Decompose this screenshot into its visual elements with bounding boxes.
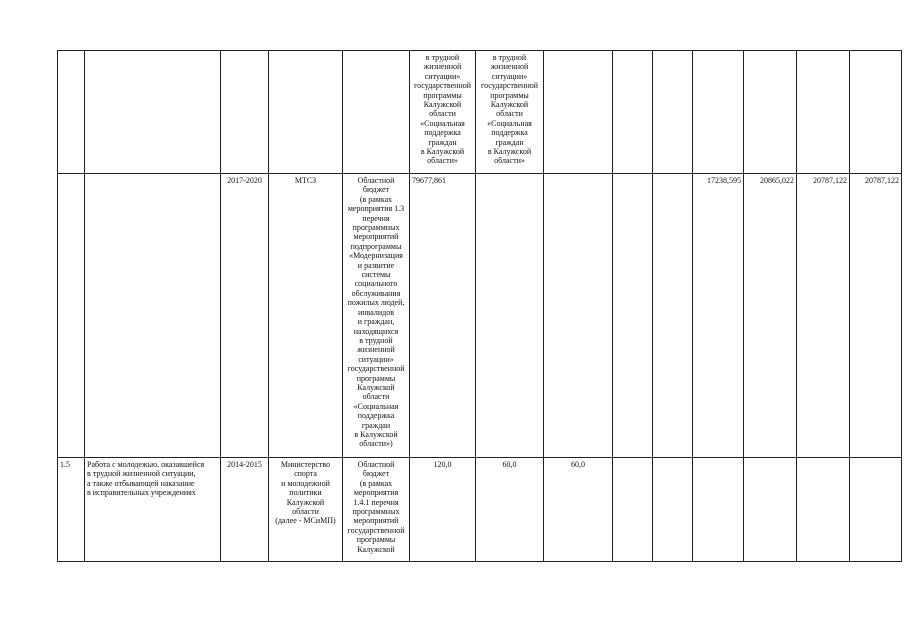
executor-cell: МТСЗ: [269, 174, 343, 458]
year-value-cell: [476, 174, 544, 458]
funding-source-cell: [343, 51, 410, 174]
year-value-cell: 17238,595: [693, 174, 744, 458]
year-value-cell: 20865,022: [744, 174, 797, 458]
year-value-cell: [744, 51, 797, 174]
funding-source-cell: Областной бюджет (в рамках мероприятия 1.4.1 перечня программных мероприятий государственной программы Калужской: [343, 458, 410, 562]
year-value-cell: 60,0: [476, 458, 544, 562]
total-cell: в трудной жизненной ситуации» государственной программы Калужской области «Социальная поддержка граждан в Калужской области»: [410, 51, 476, 174]
total-cell: 79677,861: [410, 174, 476, 458]
year-value-cell: [613, 51, 653, 174]
executor-cell: [269, 51, 343, 174]
row-number-cell: 1.5: [58, 458, 85, 562]
year-value-cell: [744, 458, 797, 562]
measure-title-cell: [85, 51, 221, 174]
year-value-cell: [653, 458, 693, 562]
table-row: [58, 51, 902, 174]
year-value-cell: [544, 174, 613, 458]
year-value-cell: [797, 458, 850, 562]
year-value-cell: [797, 51, 850, 174]
year-value-cell: [850, 51, 902, 174]
year-value-cell: [693, 458, 744, 562]
period-cell: 2014-2015: [221, 458, 269, 562]
table-row: [58, 174, 902, 458]
year-value-cell: 20787,122: [797, 174, 850, 458]
period-cell: [221, 51, 269, 174]
year-value-cell: [653, 174, 693, 458]
year-value-cell: [613, 458, 653, 562]
funding-source-cell: Областной бюджет (в рамках мероприятия 1.3 перечня программных мероприятий подпрограммы «Модернизация и развитие системы социального обслуживания пожилых людей, инвалидов и граждан, находящихся в трудной жизненной ситуации» государственной программы Калужской области «Социальная поддержка граждан в Калужской области»): [343, 174, 410, 458]
year-value-cell: [693, 51, 744, 174]
measure-title-cell: [85, 174, 221, 458]
budget-table: [57, 50, 902, 562]
total-cell: 120,0: [410, 458, 476, 562]
table-row: [58, 458, 902, 562]
row-number-cell: [58, 174, 85, 458]
period-cell: 2017-2020: [221, 174, 269, 458]
year-value-cell: 60,0: [544, 458, 613, 562]
year-value-cell: в трудной жизненной ситуации» государственной программы Калужской области «Социальная поддержка граждан в Калужской области»: [476, 51, 544, 174]
year-value-cell: 20787,122: [850, 174, 902, 458]
year-value-cell: [850, 458, 902, 562]
measure-title-cell: Работа с молодежью, оказавшейся в трудной жизненной ситуации, а также отбывающей наказание в исправительных учреждениях: [85, 458, 221, 562]
row-number-cell: [58, 51, 85, 174]
year-value-cell: [613, 174, 653, 458]
year-value-cell: [653, 51, 693, 174]
executor-cell: Министерство спорта и молодежной политики Калужской области (далее - МСиМП): [269, 458, 343, 562]
year-value-cell: [544, 51, 613, 174]
